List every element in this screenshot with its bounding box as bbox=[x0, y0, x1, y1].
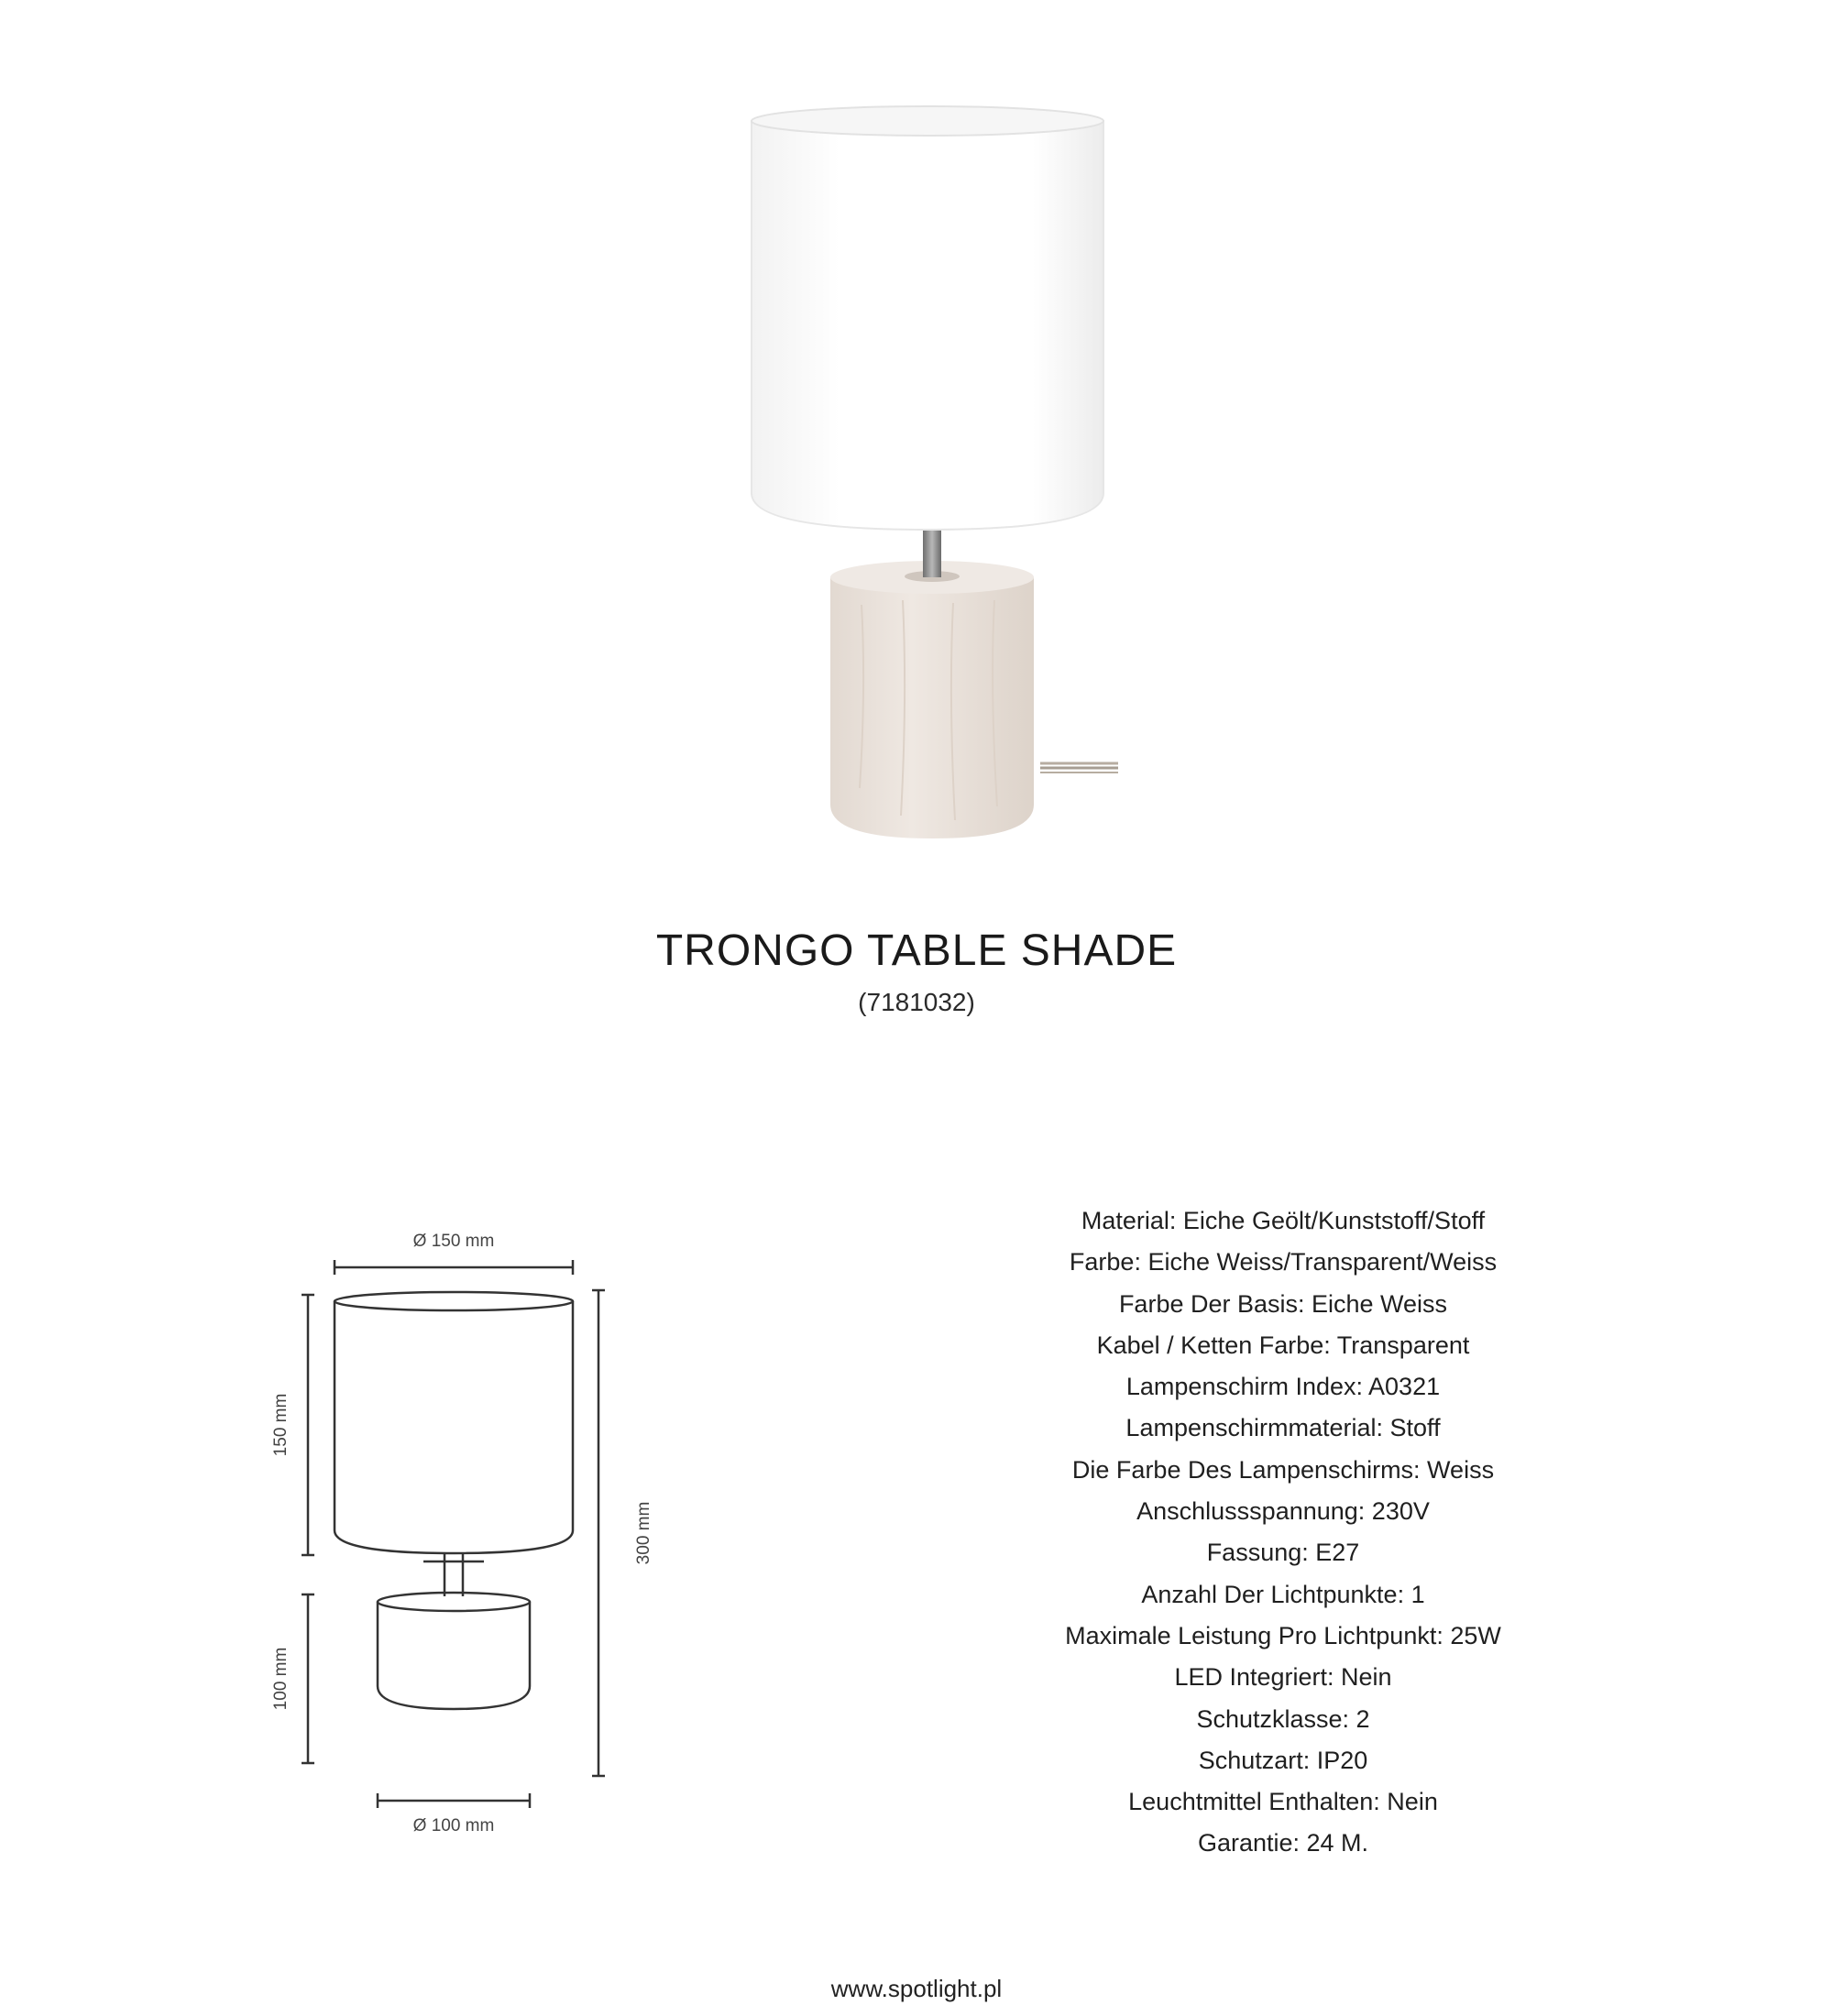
product-code: (7181032) bbox=[858, 988, 975, 1016]
dim-shade-height: 150 mm bbox=[271, 1393, 291, 1457]
fabric-shade bbox=[752, 106, 1103, 530]
product-title: TRONGO TABLE SHADE bbox=[655, 926, 1178, 975]
specs-list bbox=[916, 1200, 1650, 1865]
dimension-drawing bbox=[257, 1200, 678, 1835]
cable bbox=[1040, 763, 1118, 772]
spec-item: Farbe: Eiche Weiss/Transparent/Weiss bbox=[1069, 1248, 1498, 1276]
website-link[interactable]: www.spotlight.pl bbox=[830, 1975, 1003, 2002]
spec-item: Fassung: E27 bbox=[1206, 1539, 1360, 1567]
spec-item: Schutzklasse: 2 bbox=[1196, 1704, 1370, 1733]
dim-base-diameter: Ø 100 mm bbox=[412, 1816, 495, 1835]
spec-item: LED Integriert: Nein bbox=[1174, 1663, 1392, 1692]
spec-item: Farbe Der Basis: Eiche Weiss bbox=[1118, 1289, 1448, 1318]
product-photo bbox=[715, 92, 1136, 852]
spec-item: Garantie: 24 M. bbox=[1197, 1829, 1369, 1857]
spec-item: Anzahl Der Lichtpunkte: 1 bbox=[1141, 1580, 1425, 1608]
spec-item: Schutzart: IP20 bbox=[1198, 1746, 1368, 1774]
dim-base-height: 100 mm bbox=[271, 1647, 291, 1711]
spec-item: Anschlussspannung: 230V bbox=[1136, 1497, 1430, 1526]
spec-item: Material: Eiche Geölt/Kunststoff/Stoff bbox=[1081, 1207, 1486, 1234]
spec-item: Lampenschirm Index: A0321 bbox=[1125, 1373, 1441, 1401]
spec-item: Kabel / Ketten Farbe: Transparent bbox=[1096, 1331, 1470, 1359]
spec-item: Die Farbe Des Lampenschirms: Weiss bbox=[1071, 1455, 1495, 1484]
spec-item: Maximale Leistung Pro Lichtpunkt: 25W bbox=[1065, 1621, 1501, 1649]
wooden-base bbox=[830, 561, 1034, 838]
metal-stem bbox=[923, 522, 941, 577]
spec-item: Leuchtmittel Enthalten: Nein bbox=[1128, 1788, 1438, 1816]
dim-total-height: 300 mm bbox=[634, 1501, 653, 1565]
spec-item: Lampenschirmmaterial: Stoff bbox=[1125, 1414, 1441, 1442]
dim-shade-diameter: Ø 150 mm bbox=[412, 1232, 495, 1251]
